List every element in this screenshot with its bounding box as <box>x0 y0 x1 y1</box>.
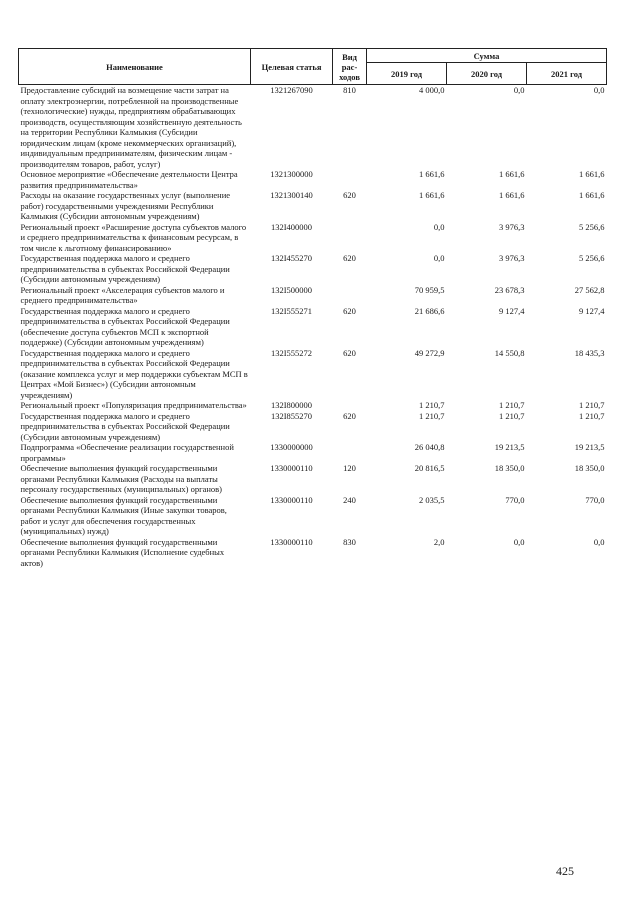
row-sum-2019: 26 040,8 <box>414 442 445 452</box>
row-target-article: 132I400000 <box>270 221 313 232</box>
row-expense-type: 810 <box>343 85 356 95</box>
row-sum-2021: 1 661,6 <box>579 190 605 200</box>
table-row <box>19 285 607 306</box>
row-expense-type: 620 <box>343 347 356 358</box>
row-sum-2019: 1 661,6 <box>419 169 445 179</box>
row-target-article: 132I800000 <box>270 400 313 410</box>
row-sum-2020: 1 210,7 <box>499 400 525 410</box>
row-sum-2021: 18 350,0 <box>574 463 605 473</box>
row-sum-2021: 1 661,6 <box>579 169 605 179</box>
row-target-article: 1330000110 <box>270 536 313 547</box>
row-target-article: 1321300140 <box>270 190 313 200</box>
row-sum-2021: 18 435,3 <box>574 347 605 358</box>
row-name: Предоставление субсидий на возмещение части затрат на оплату электроэнергии, потребленной на производственные (технологические) нужды, предприятиям обрабатывающих производств, осуществляющим хозяйственную деятельность на территории Республики Калмыкия (Субсидии юридическим лицам (кроме некоммерческих организаций), индивидуальным предпринимателям, физическим лицам - производителям товаров, работ, услуг) <box>20 85 242 169</box>
row-sum-2021: 1 210,7 <box>579 410 605 421</box>
row-expense-type: 620 <box>343 253 356 263</box>
row-expense-type <box>333 400 367 411</box>
row-expense-type: 120 <box>343 463 356 473</box>
row-sum-2019: 4 000,0 <box>419 85 445 95</box>
row-name: Региональный проект «Расширение доступа субъектов малого и среднего предпринимательства к финансовым ресурсам, в том числе к льготному финансированию» <box>20 221 247 253</box>
row-sum-2019: 1 210,7 <box>419 410 445 421</box>
row-target-article: 1330000110 <box>270 463 313 473</box>
table-body <box>19 85 607 569</box>
row-sum-2021: 27 562,8 <box>574 284 605 295</box>
table-header <box>19 49 607 85</box>
row-sum-2020: 1 661,6 <box>499 190 525 200</box>
row-sum-2019: 0,0 <box>433 221 445 232</box>
row-expense-type <box>333 169 367 190</box>
row-sum-2020: 0,0 <box>513 536 525 547</box>
row-name: Государственная поддержка малого и среднего предпринимательства в субъектах Российской Федерации (Субсидии автономным учреждениям) <box>20 253 230 284</box>
row-target-article: 132I555271 <box>270 305 313 316</box>
header-year-2020: 2020 год <box>447 63 527 85</box>
header-year-2021: 2021 год <box>527 63 607 85</box>
row-sum-2021: 5 256,6 <box>579 253 605 263</box>
row-sum-2019: 70 959,5 <box>414 284 445 295</box>
header-sum: Сумма <box>367 49 607 63</box>
table-row <box>19 85 607 170</box>
row-expense-type <box>333 222 367 254</box>
row-sum-2020: 14 550,8 <box>494 347 525 358</box>
row-sum-2019: 1 210,7 <box>419 400 445 410</box>
row-target-article: 132I500000 <box>270 284 313 295</box>
table-row <box>19 222 607 254</box>
table-row <box>19 537 607 569</box>
row-sum-2021: 1 210,7 <box>579 400 605 410</box>
row-sum-2020: 3 976,3 <box>499 221 525 232</box>
row-sum-2020: 23 678,3 <box>494 284 525 295</box>
row-sum-2019: 2 035,5 <box>419 494 445 505</box>
row-expense-type <box>333 285 367 306</box>
row-expense-type: 620 <box>343 410 356 421</box>
row-sum-2019: 20 816,5 <box>414 463 445 473</box>
row-target-article: 1330000110 <box>270 494 313 505</box>
table-row <box>19 400 607 411</box>
row-target-article: 1321300000 <box>270 169 313 179</box>
row-name: Обеспечение выполнения функций государственными органами Республики Калмыкия (Исполнение судебных актов) <box>20 536 225 568</box>
row-target-article: 1330000000 <box>270 442 313 452</box>
row-target-article: 132I455270 <box>270 253 313 263</box>
row-sum-2020: 3 976,3 <box>499 253 525 263</box>
row-name: Государственная поддержка малого и среднего предпринимательства в субъектах Российской Федерации (Субсидии автономным учреждениям) <box>20 410 230 442</box>
row-name: Региональный проект «Акселерация субъектов малого и среднего предпринимательства» <box>20 284 225 305</box>
row-sum-2021: 0,0 <box>593 85 605 95</box>
table-row <box>19 411 607 443</box>
row-sum-2019: 21 686,6 <box>414 305 445 316</box>
row-sum-2021: 5 256,6 <box>579 221 605 232</box>
row-sum-2020: 19 213,5 <box>494 442 525 452</box>
row-name: Государственная поддержка малого и среднего предпринимательства в субъектах Российской Федерации (обеспечение доступа субъектов МСП к экспортной поддержке) (Субсидии автономным учреждениям) <box>20 305 230 347</box>
row-sum-2021: 9 127,4 <box>579 305 605 316</box>
row-expense-type: 830 <box>343 536 356 547</box>
row-target-article: 132I855270 <box>270 410 313 421</box>
row-sum-2021: 770,0 <box>585 494 605 505</box>
row-sum-2020: 770,0 <box>505 494 525 505</box>
row-expense-type <box>333 442 367 463</box>
page-number: 425 <box>556 864 574 878</box>
row-sum-2020: 1 661,6 <box>499 169 525 179</box>
table-row <box>19 442 607 463</box>
header-name: Наименование <box>19 49 251 85</box>
row-expense-type: 240 <box>343 494 356 505</box>
row-target-article: 1321267090 <box>270 85 313 95</box>
row-name: Основное мероприятие «Обеспечение деятельности Центра развития предпринимательства» <box>20 169 238 190</box>
row-name: Расходы на оказание государственных услуг (выполнение работ) государственными учреждениями Республики Калмыкия (Субсидии автономным учреждениям) <box>20 190 231 221</box>
header-year-2019: 2019 год <box>367 63 447 85</box>
row-target-article: 132I555272 <box>270 347 313 358</box>
table-row <box>19 169 607 190</box>
row-sum-2019: 49 272,9 <box>414 347 445 358</box>
row-sum-2021: 19 213,5 <box>574 442 605 452</box>
row-name: Обеспечение выполнения функций государственными органами Республики Калмыкия (Иные закупки товаров, работ и услуг для обеспечения государственных (муниципальных) нужд) <box>20 494 227 536</box>
row-name: Региональный проект «Популяризация предпринимательства» <box>20 400 247 410</box>
table-row <box>19 306 607 348</box>
row-sum-2020: 18 350,0 <box>494 463 525 473</box>
row-sum-2020: 0,0 <box>513 85 525 95</box>
table-row <box>19 348 607 401</box>
row-name: Подпрограмма «Обеспечение реализации государственной программы» <box>20 442 234 463</box>
row-sum-2020: 1 210,7 <box>499 410 525 421</box>
table-row <box>19 495 607 537</box>
budget-table <box>18 48 607 568</box>
row-sum-2021: 0,0 <box>593 536 605 547</box>
row-expense-type: 620 <box>343 305 356 316</box>
table-row <box>19 253 607 285</box>
row-sum-2019: 2,0 <box>433 536 445 547</box>
row-name: Государственная поддержка малого и среднего предпринимательства в субъектах Российской Федерации (оказание комплекса услуг и мер поддержки субъектам МСП в Центрах «Мой Бизнес») (Субсидии автономным учреждениям) <box>20 347 248 400</box>
header-vid: Вид рас-ходов <box>333 49 367 85</box>
header-article: Целевая статья <box>251 49 333 85</box>
row-sum-2019: 0,0 <box>433 253 445 263</box>
table-row <box>19 190 607 222</box>
row-expense-type: 620 <box>343 190 356 200</box>
row-name: Обеспечение выполнения функций государственными органами Республики Калмыкия (Расходы на выплаты персоналу государственных (муниципальных) органов) <box>20 463 223 494</box>
row-sum-2020: 9 127,4 <box>499 305 525 316</box>
row-sum-2019: 1 661,6 <box>419 190 445 200</box>
table-row <box>19 463 607 495</box>
